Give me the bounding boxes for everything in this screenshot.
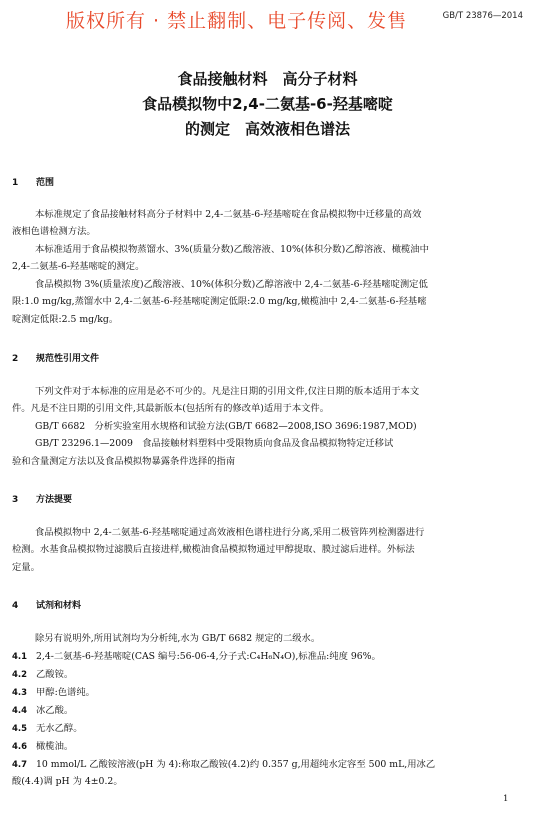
section-number: 2	[12, 354, 19, 364]
section-4-heading	[12, 598, 81, 611]
reagent-item: 4.7 10 mmol/L 乙酸铵溶液(pH 为 4):称取乙酸铵(4.2)约 0.357 g,用超纯水定容至 500 mL,用冰乙	[12, 759, 436, 770]
title-line-3: 的测定 高效液相色谱法	[184, 120, 350, 138]
refs-paragraph-line-1: 下列文件对于本标准的应用是必不可少的。凡是注日期的引用文件,仅注日期的版本适用于本文	[35, 386, 420, 397]
scope-paragraph-1-line-2: 液相色谱检测方法。	[12, 226, 96, 237]
scope-paragraph-3-line-2: 限:1.0 mg/kg,蒸馏水中 2,4-二氨基-6-羟基嘧啶测定低限:2.0 mg/kg,橄榄油中 2,4-二氨基-6-羟基嘧	[12, 296, 427, 307]
copyright-watermark: 版权所有 · 禁止翻制、电子传阅、发售	[66, 10, 408, 32]
scope-paragraph-2-line-1: 本标准适用于食品模拟物蒸馏水、3%(质量分数)乙酸溶液、10%(体积分数)乙醇溶液、橄榄油中	[35, 244, 429, 255]
reagent-item: 4.6 橄榄油。	[12, 741, 74, 752]
refs-paragraph-line-2: 件。凡是不注日期的引用文件,其最新版本(包括所有的修改单)适用于本文件。	[12, 403, 330, 414]
reagent-item: 4.5 无水乙醇。	[12, 723, 83, 734]
method-line-1: 食品模拟物中 2,4-二氨基-6-羟基嘧啶通过高效液相色谱柱进行分离,采用二极管阵列检测器进行	[35, 527, 425, 538]
section-2-heading	[12, 351, 99, 364]
scope-paragraph-1-line-1: 本标准规定了食品接触材料高分子材料中 2,4-二氨基-6-羟基嘧啶在食品模拟物中迁移量的高效	[35, 209, 422, 220]
standard-code: GB/T 23876—2014	[442, 11, 523, 21]
section-number: 1	[12, 178, 19, 188]
section-number: 3	[12, 495, 19, 505]
reference-gb-t-23296-line-2: 验和含量测定方法以及食品模拟物暴露条件选择的指南	[12, 456, 236, 467]
method-line-2: 检测。水基食品模拟物过滤膜后直接进样,橄榄油食品模拟物通过甲醇提取、膜过滤后进样。外标法	[12, 544, 415, 555]
reagent-item: 4.3 甲醇:色谱纯。	[12, 687, 95, 698]
section-1-heading	[12, 175, 54, 188]
reagent-item: 4.4 冰乙酸。	[12, 705, 74, 716]
reagent-item: 4.1 2,4-二氨基-6-羟基嘧啶(CAS 编号:56-06-4,分子式:C₄H₆N₄O),标准品:纯度 96%。	[12, 651, 381, 662]
title-line-1: 食品接触材料 高分子材料	[177, 70, 358, 88]
title-line-2: 食品模拟物中2,4-二氨基-6-羟基嘧啶	[142, 95, 393, 113]
reference-gb-t-6682: GB/T 6682 分析实验室用水规格和试验方法(GB/T 6682—2008,ISO 3696:1987,MOD)	[35, 421, 417, 432]
reagents-intro: 除另有说明外,所用试剂均为分析纯,水为 GB/T 6682 规定的二级水。	[35, 633, 321, 644]
reagent-item-4-7-continuation: 酸(4.4)调 pH 为 4±0.2。	[12, 776, 123, 787]
reagent-item: 4.2 乙酸铵。	[12, 669, 74, 680]
section-title: 试剂和材料	[36, 601, 82, 611]
section-title: 规范性引用文件	[36, 354, 100, 364]
section-title: 方法提要	[36, 495, 73, 505]
scope-paragraph-2-line-2: 2,4-二氨基-6-羟基嘧啶的测定。	[12, 261, 145, 272]
section-title: 范围	[36, 178, 55, 188]
scope-paragraph-3-line-1: 食品模拟物 3%(质量浓度)乙酸溶液、10%(体积分数)乙醇溶液中 2,4-二氨基-6-羟基嘧啶测定低	[35, 279, 428, 290]
method-line-3: 定量。	[12, 562, 40, 573]
reference-gb-t-23296-line-1: GB/T 23296.1—2009 食品接触材料塑料中受限物质向食品及食品模拟物特定迁移试	[35, 438, 394, 449]
section-3-heading	[12, 492, 72, 505]
section-number: 4	[12, 601, 19, 611]
scope-paragraph-3-line-3: 啶测定低限:2.5 mg/kg。	[12, 314, 119, 325]
page-number: 1	[503, 794, 509, 804]
